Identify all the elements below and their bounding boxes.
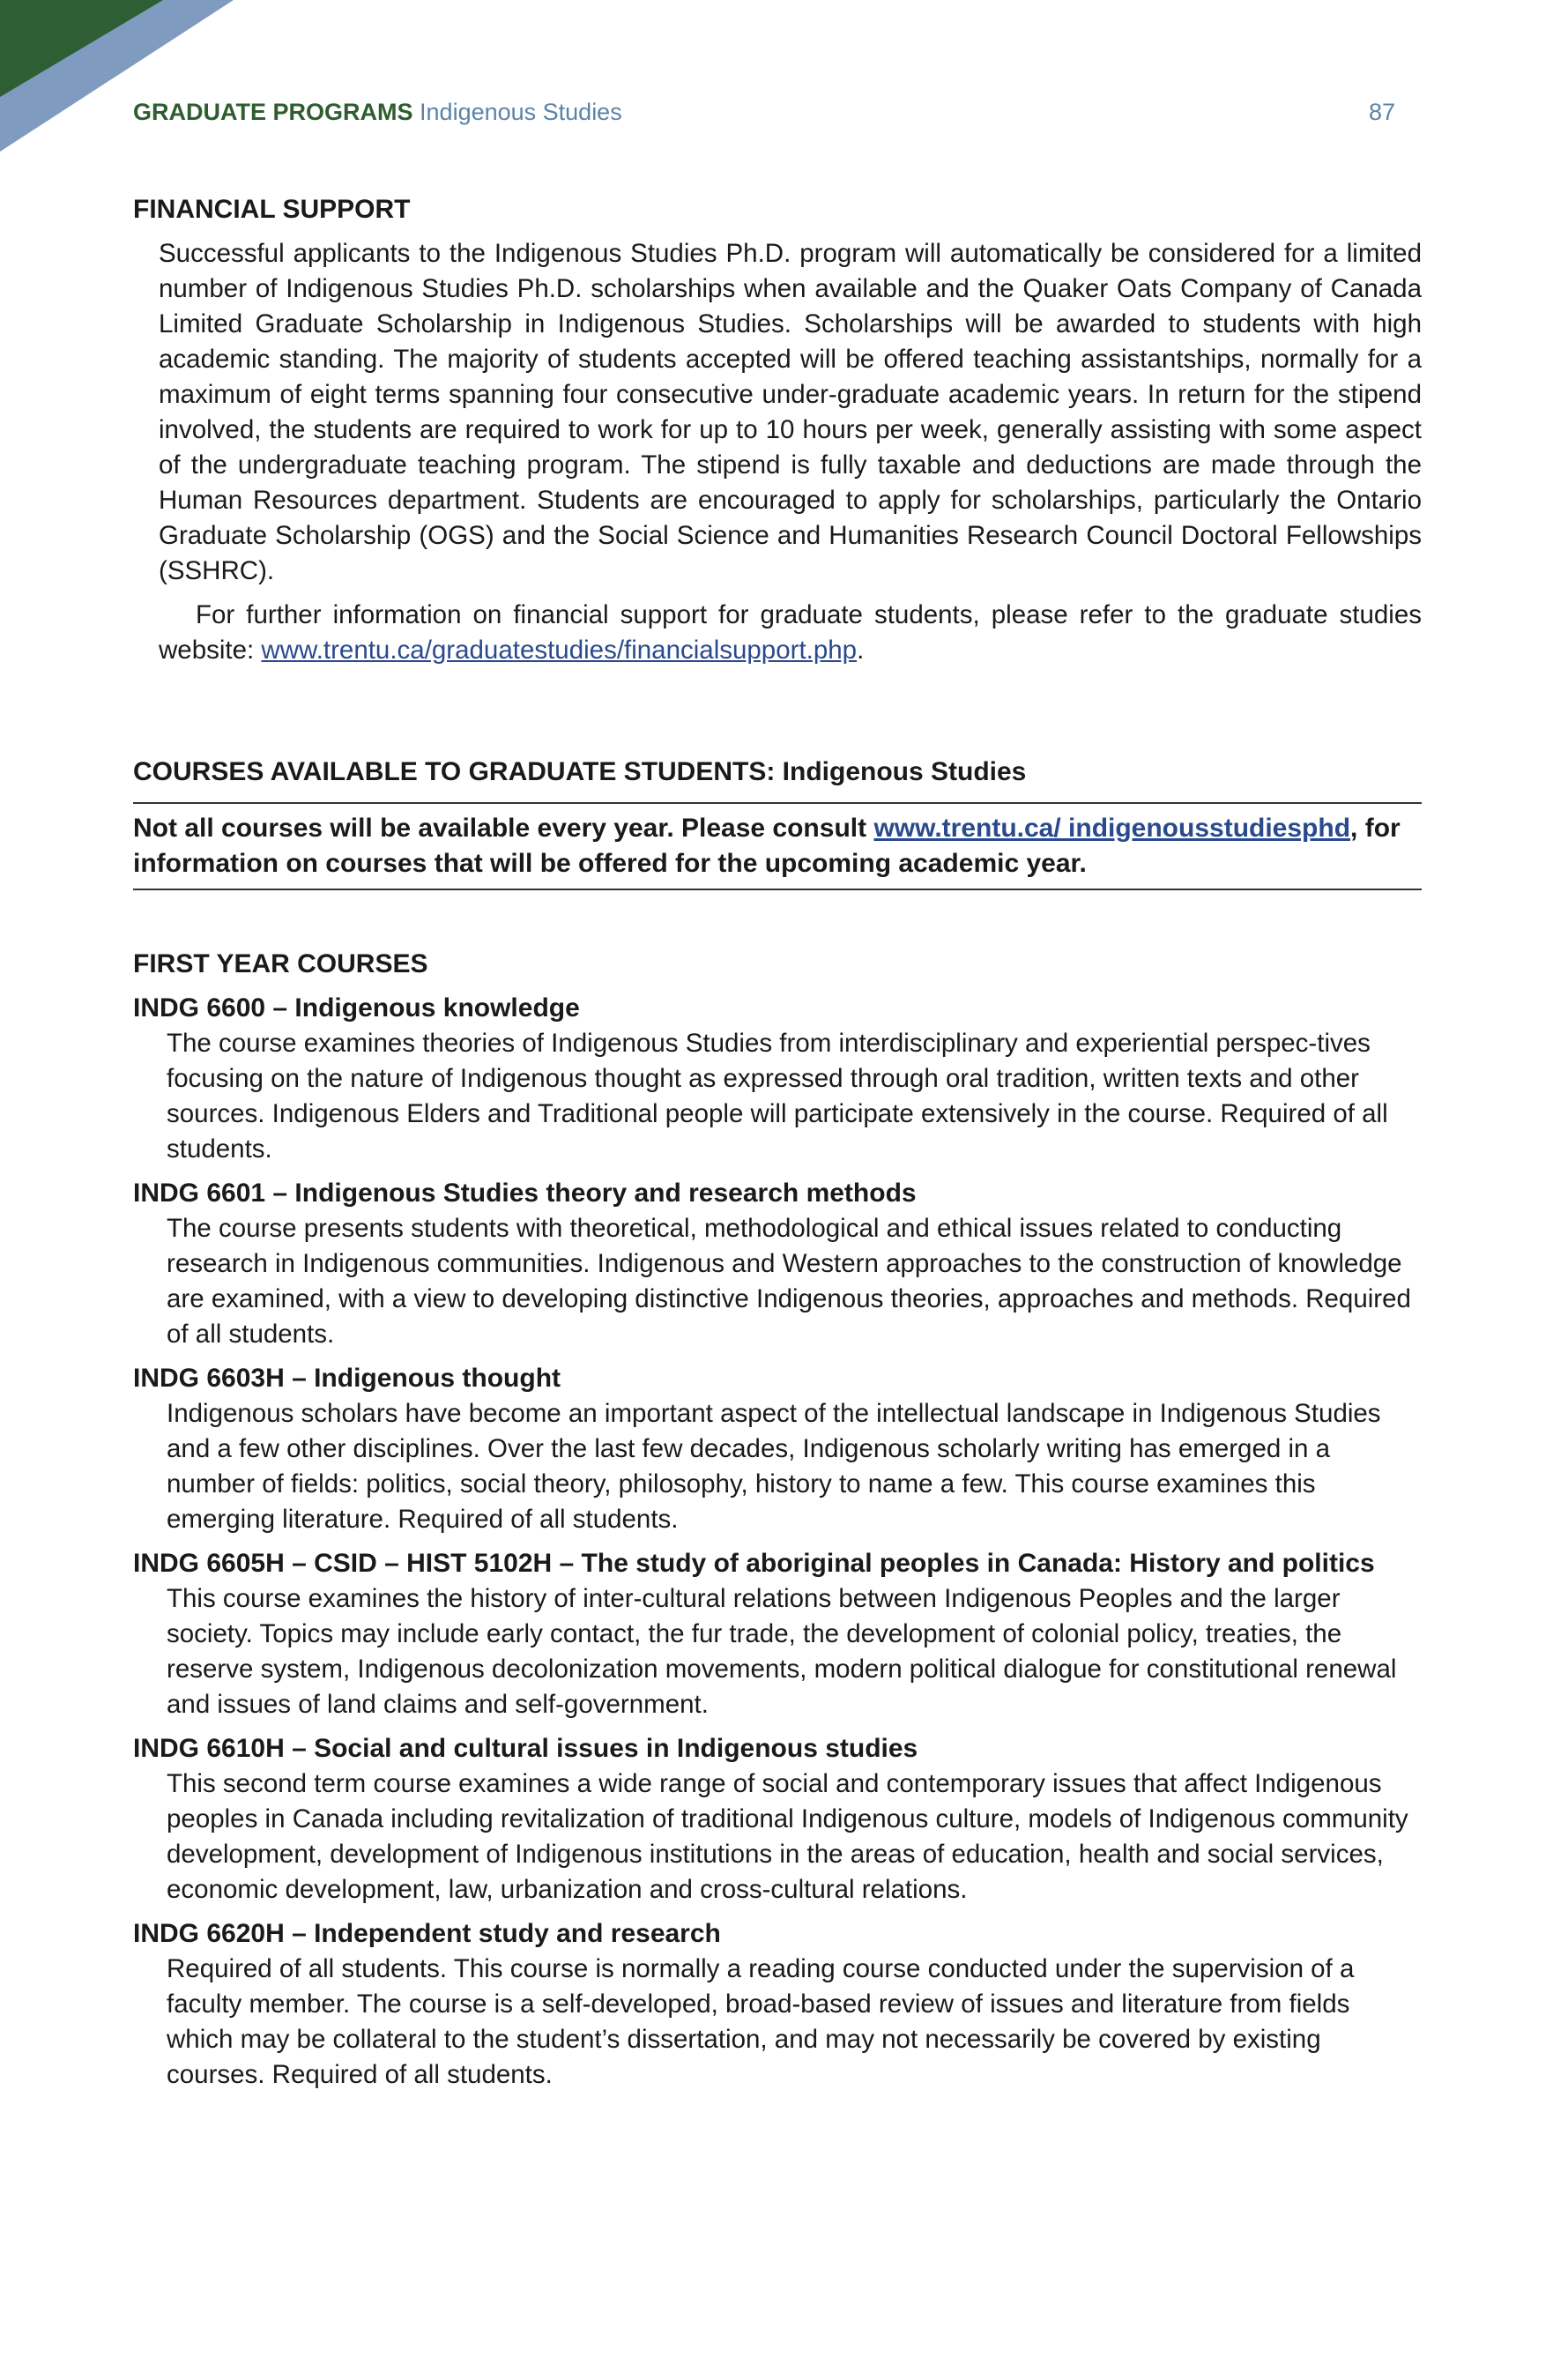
- course-description: Indigenous scholars have become an important aspect of the intellectual landscape in Indigenous Studies and a few other disciplines. Over the last few decades, Indigenous scholarly writing has emerged in a number of fields: politics, social theory, philosophy, history to name a few. This course examines this emerging literature. Required of all students.: [167, 1399, 1381, 1534]
- course-title: INDG 6603H – Indigenous thought: [133, 1364, 561, 1393]
- page-number: 87: [1368, 99, 1395, 125]
- course-item: [133, 1176, 1422, 1352]
- running-header: [133, 99, 1395, 134]
- notice-text-end: , for information on courses that will be offered for the upcoming academic year.: [133, 814, 1401, 878]
- financial-info-paragraph: [159, 598, 1422, 668]
- course-title: INDG 6600 – Indigenous knowledge: [133, 993, 580, 1023]
- indigenous-studies-phd-link[interactable]: www.trentu.ca/ indigenousstudiesphd: [873, 814, 1351, 843]
- course-item: [133, 991, 1422, 1167]
- notice-text: Not all courses will be available every year. Please consult: [133, 814, 874, 843]
- corner-decoration: [0, 0, 238, 159]
- course-item: [133, 1916, 1422, 2093]
- header-program: GRADUATE PROGRAMS: [133, 99, 413, 125]
- course-item: [133, 1731, 1422, 1908]
- page-content: [133, 192, 1422, 2093]
- header-title: [133, 99, 622, 126]
- header-subject: Indigenous Studies: [420, 99, 622, 125]
- course-description: This second term course examines a wide range of social and contemporary issues that affect Indigenous peoples in Canada including revitalization of traditional Indigenous culture, models of Indigenous community development, development of Indigenous institutions in the areas of education, health and social services, economic development, law, urbanization and cross-cultural relations.: [167, 1769, 1408, 1904]
- financial-support-heading: FINANCIAL SUPPORT: [133, 195, 411, 224]
- courses-heading: COURSES AVAILABLE TO GRADUATE STUDENTS: Indigenous Studies: [133, 757, 1027, 786]
- course-title: INDG 6601 – Indigenous Studies theory and research methods: [133, 1179, 917, 1208]
- course-title: INDG 6610H – Social and cultural issues in Indigenous studies: [133, 1734, 918, 1763]
- courses-notice: [133, 802, 1422, 890]
- course-description: This course examines the history of inter-cultural relations between Indigenous Peoples and the larger society. Topics may include early contact, the fur trade, the development of colonial policy, treaties, the reserve system, Indigenous decolonization movements, modern political dialogue for constitutional renewal and issues of land claims and self-government.: [167, 1584, 1397, 1719]
- course-item: [133, 1546, 1422, 1722]
- financial-info-text: For further information on financial support for graduate students, please refer to the graduate studies website:: [159, 600, 1422, 665]
- first-year-heading: FIRST YEAR COURSES: [133, 949, 428, 978]
- financial-support-link[interactable]: www.trentu.ca/graduatestudies/financialsupport.php: [261, 636, 858, 665]
- course-description: The course presents students with theoretical, methodological and ethical issues related to conducting research in Indigenous communities. Indigenous and Western approaches to the construction of knowledge are examined, with a view to developing distinctive Indigenous theories, approaches and methods. Required of all students.: [167, 1214, 1411, 1349]
- course-title: INDG 6605H – CSID – HIST 5102H – The study of aboriginal peoples in Canada: History and politics: [133, 1549, 1375, 1578]
- financial-paragraph: Successful applicants to the Indigenous Studies Ph.D. program will automatically be considered for a limited number of Indigenous Studies Ph.D. scholarships when available and the Quaker Oats Company of Canada Limited Graduate Scholarship in Indigenous Studies. Scholarships will be awarded to students with high academic standing. The majority of students accepted will be offered teaching assistantships, normally for a maximum of eight terms spanning four consecutive under-graduate academic years. In return for the stipend involved, the students are required to work for up to 10 hours per week, generally assisting with some aspect of the undergraduate teaching program. The stipend is fully taxable and deductions are made through the Human Resources department. Students are encouraged to apply for scholarships, particularly the Ontario Graduate Scholarship (OGS) and the Social Science and Humanities Research Council Doctoral Fellowships (SSHRC).: [159, 239, 1422, 585]
- financial-info-end: .: [857, 636, 865, 665]
- course-description: The course examines theories of Indigenous Studies from interdisciplinary and experiential perspec-tives focusing on the nature of Indigenous thought as expressed through oral tradition, written texts and other sources. Indigenous Elders and Traditional people will participate extensively in the course. Required of all students.: [167, 1029, 1388, 1164]
- course-item: [133, 1361, 1422, 1537]
- course-description: Required of all students. This course is normally a reading course conducted under the supervision of a faculty member. The course is a self-developed, broad-based review of issues and literature from fields which may be collateral to the student’s dissertation, and may not necessarily be covered by existing courses. Required of all students.: [167, 1954, 1355, 2089]
- course-title: INDG 6620H – Independent study and research: [133, 1919, 721, 1948]
